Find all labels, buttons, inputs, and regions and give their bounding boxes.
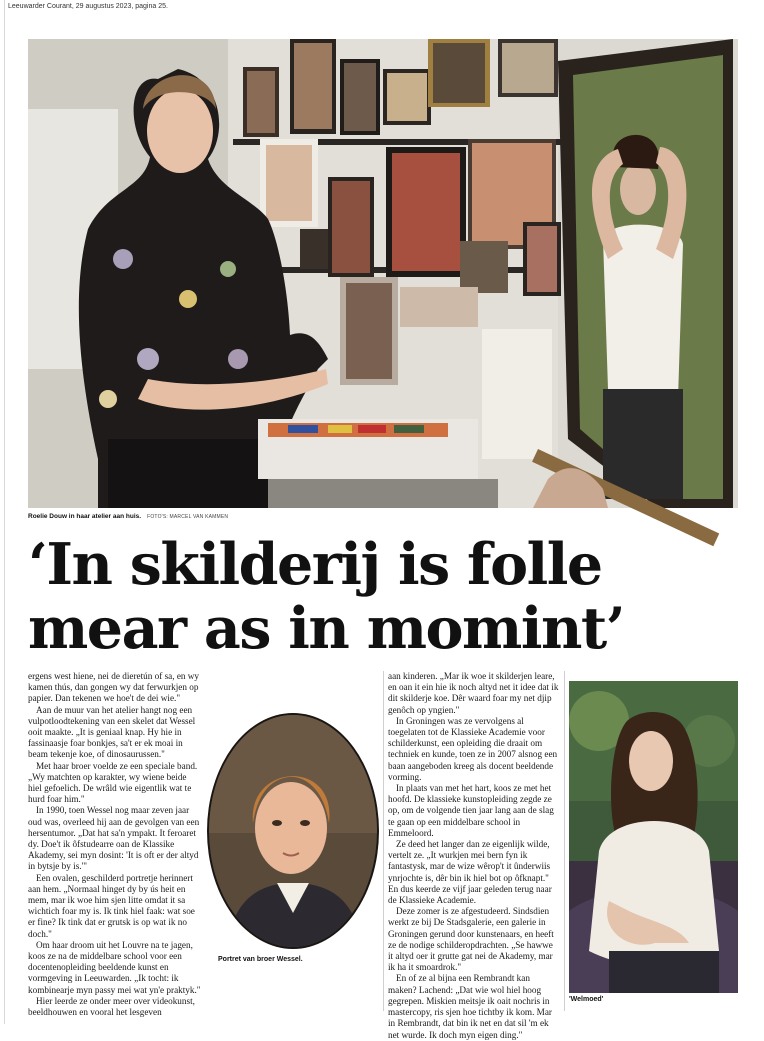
page-edge-rule bbox=[4, 0, 5, 1024]
paragraph: Een ovalen, geschilderd portretje herinnert aan hem. „Normaal hinget dy by ús heit en mem, mar ik woe him sjen litte omdat it sa wichtich foar my is. Ik tink hiel faak: wat soe er fine? Ik tink dat er grutsk is op wat ik no doch." bbox=[28, 872, 195, 939]
oval-portrait bbox=[207, 713, 379, 950]
paragraph: En of ze al bijna een Rembrandt kan maken? Lachend: „Dat wie wol hiel hoog gegrepen. Miskien meitsje ik oait nochris in mastercopy, ris sjen hoe tichtby ik kom. Mar in Rembrandt, dat bin ik net en dat sil 'm ek net wurde. Ik doch myn eigen ding." bbox=[388, 973, 552, 1040]
article-column-2 bbox=[388, 671, 560, 1041]
paragraph: Met haar broer voelde ze een speciale band. „Wy matchten op karakter, wy wiene beide hiel gefoelich. De wrâld wie eigentlik wat te hurd foar him." bbox=[28, 760, 198, 805]
publication-line: Leeuwarder Courant, 29 augustus 2023, pagina 25. bbox=[8, 3, 168, 10]
photo-caption-text: Roelie Douw in haar atelier aan huis. bbox=[28, 513, 142, 520]
headline-line-1: ‘In skilderij is folle bbox=[28, 531, 602, 598]
welmoed-painting bbox=[569, 681, 738, 993]
paragraph: Ze deed het langer dan ze eigenlijk wilde, vertelt ze. „It wurkjen mei bern fyn ik fantastysk, mar de wize wêrop't it ûnderwiis ynrjochte is, dêr bin ik hiel bot op ôfknapt." En dus keerde ze vijf jaar geleden terug naar de Klassieke Academie. bbox=[388, 839, 552, 906]
paragraph: In Groningen was ze vervolgens al toegelaten tot de Klassieke Academie voor schilderkunst, een opleiding die draait om techniek en kunde, toen ze in 2007 alsnog een baan aangeboden kreeg als docent beeldende vorming. bbox=[388, 715, 558, 782]
article-column-1 bbox=[28, 671, 202, 1018]
paragraph: Aan de muur van het atelier hangt nog een vulpotloodtekening van een skelet dat Wessel ooit maakte. „It is geniaal knap. Hy hie in fassinaasje foar bonkjes, sa't er ek moai in beam tekenje koe, of dinosaurussen." bbox=[28, 704, 196, 760]
paragraph: In 1990, toen Wessel nog maar zeven jaar oud was, overleed hij aan de gevolgen van een hersentumor. „Dat hat sa'n ympakt. It feroaret dy. Doe't ik ôfstudearre oan de Klassike Akademy, sei myn dosint: 'It is oft er der altyd in bytsje by is.'" bbox=[28, 805, 200, 872]
main-photo bbox=[28, 39, 738, 508]
column-divider bbox=[383, 671, 384, 1011]
paragraph: Deze zomer is ze afgestudeerd. Sindsdien werkt ze bij De Stadsgalerie, een galerie in Groningen gerund door kunstenaars, en heeft ze de nodige schilderopdrachten. „Se hawwe it altyd oer it grutte gat nei de Akademy, mar ik ha it smoardrok." bbox=[388, 906, 554, 973]
paragraph: ergens west hiene, nei de dieretún of sa, en wy kamen thús, dan gongen wy dat ferwurkjen op papier. Dan tekenen we hoe't de dei wie." bbox=[28, 671, 200, 704]
welmoed-caption: 'Welmoed' bbox=[569, 996, 604, 1003]
oval-portrait-caption: Portret van broer Wessel. bbox=[218, 956, 303, 963]
paragraph: aan kinderen. „Mar ik woe it skilderjen leare, en oan it ein hie ik noch altyd net it idee dat ik dit skilderje koe. Dêr waard foar my net djip genôch op yngien." bbox=[388, 671, 559, 715]
headline bbox=[28, 533, 748, 661]
headline-line-2: mear as in momint’ bbox=[28, 595, 625, 662]
photo-credit: FOTO'S: MARCEL VAN KAMMEN bbox=[147, 514, 229, 520]
paragraph: In plaats van met het hart, koos ze met het hoofd. De klassieke kunstopleiding zegde ze op, om de volgende tien jaar lang aan de slag te gaan op een middelbare school in Emmeloord. bbox=[388, 783, 554, 838]
paragraph: Om haar droom uit het Louvre na te jagen, koos ze na de middelbare school voor een docentenopleiding beeldende kunst en vormgeving in Leeuwarden. „Ik tocht: ik kombinearje myn passy mei wat yn'e praktyk." bbox=[28, 939, 201, 995]
column-divider bbox=[564, 671, 565, 1011]
photo-caption bbox=[28, 513, 228, 520]
paragraph: Hier leerde ze onder meer over videokunst, beeldhouwen en vooral het lesgeven bbox=[28, 995, 195, 1018]
